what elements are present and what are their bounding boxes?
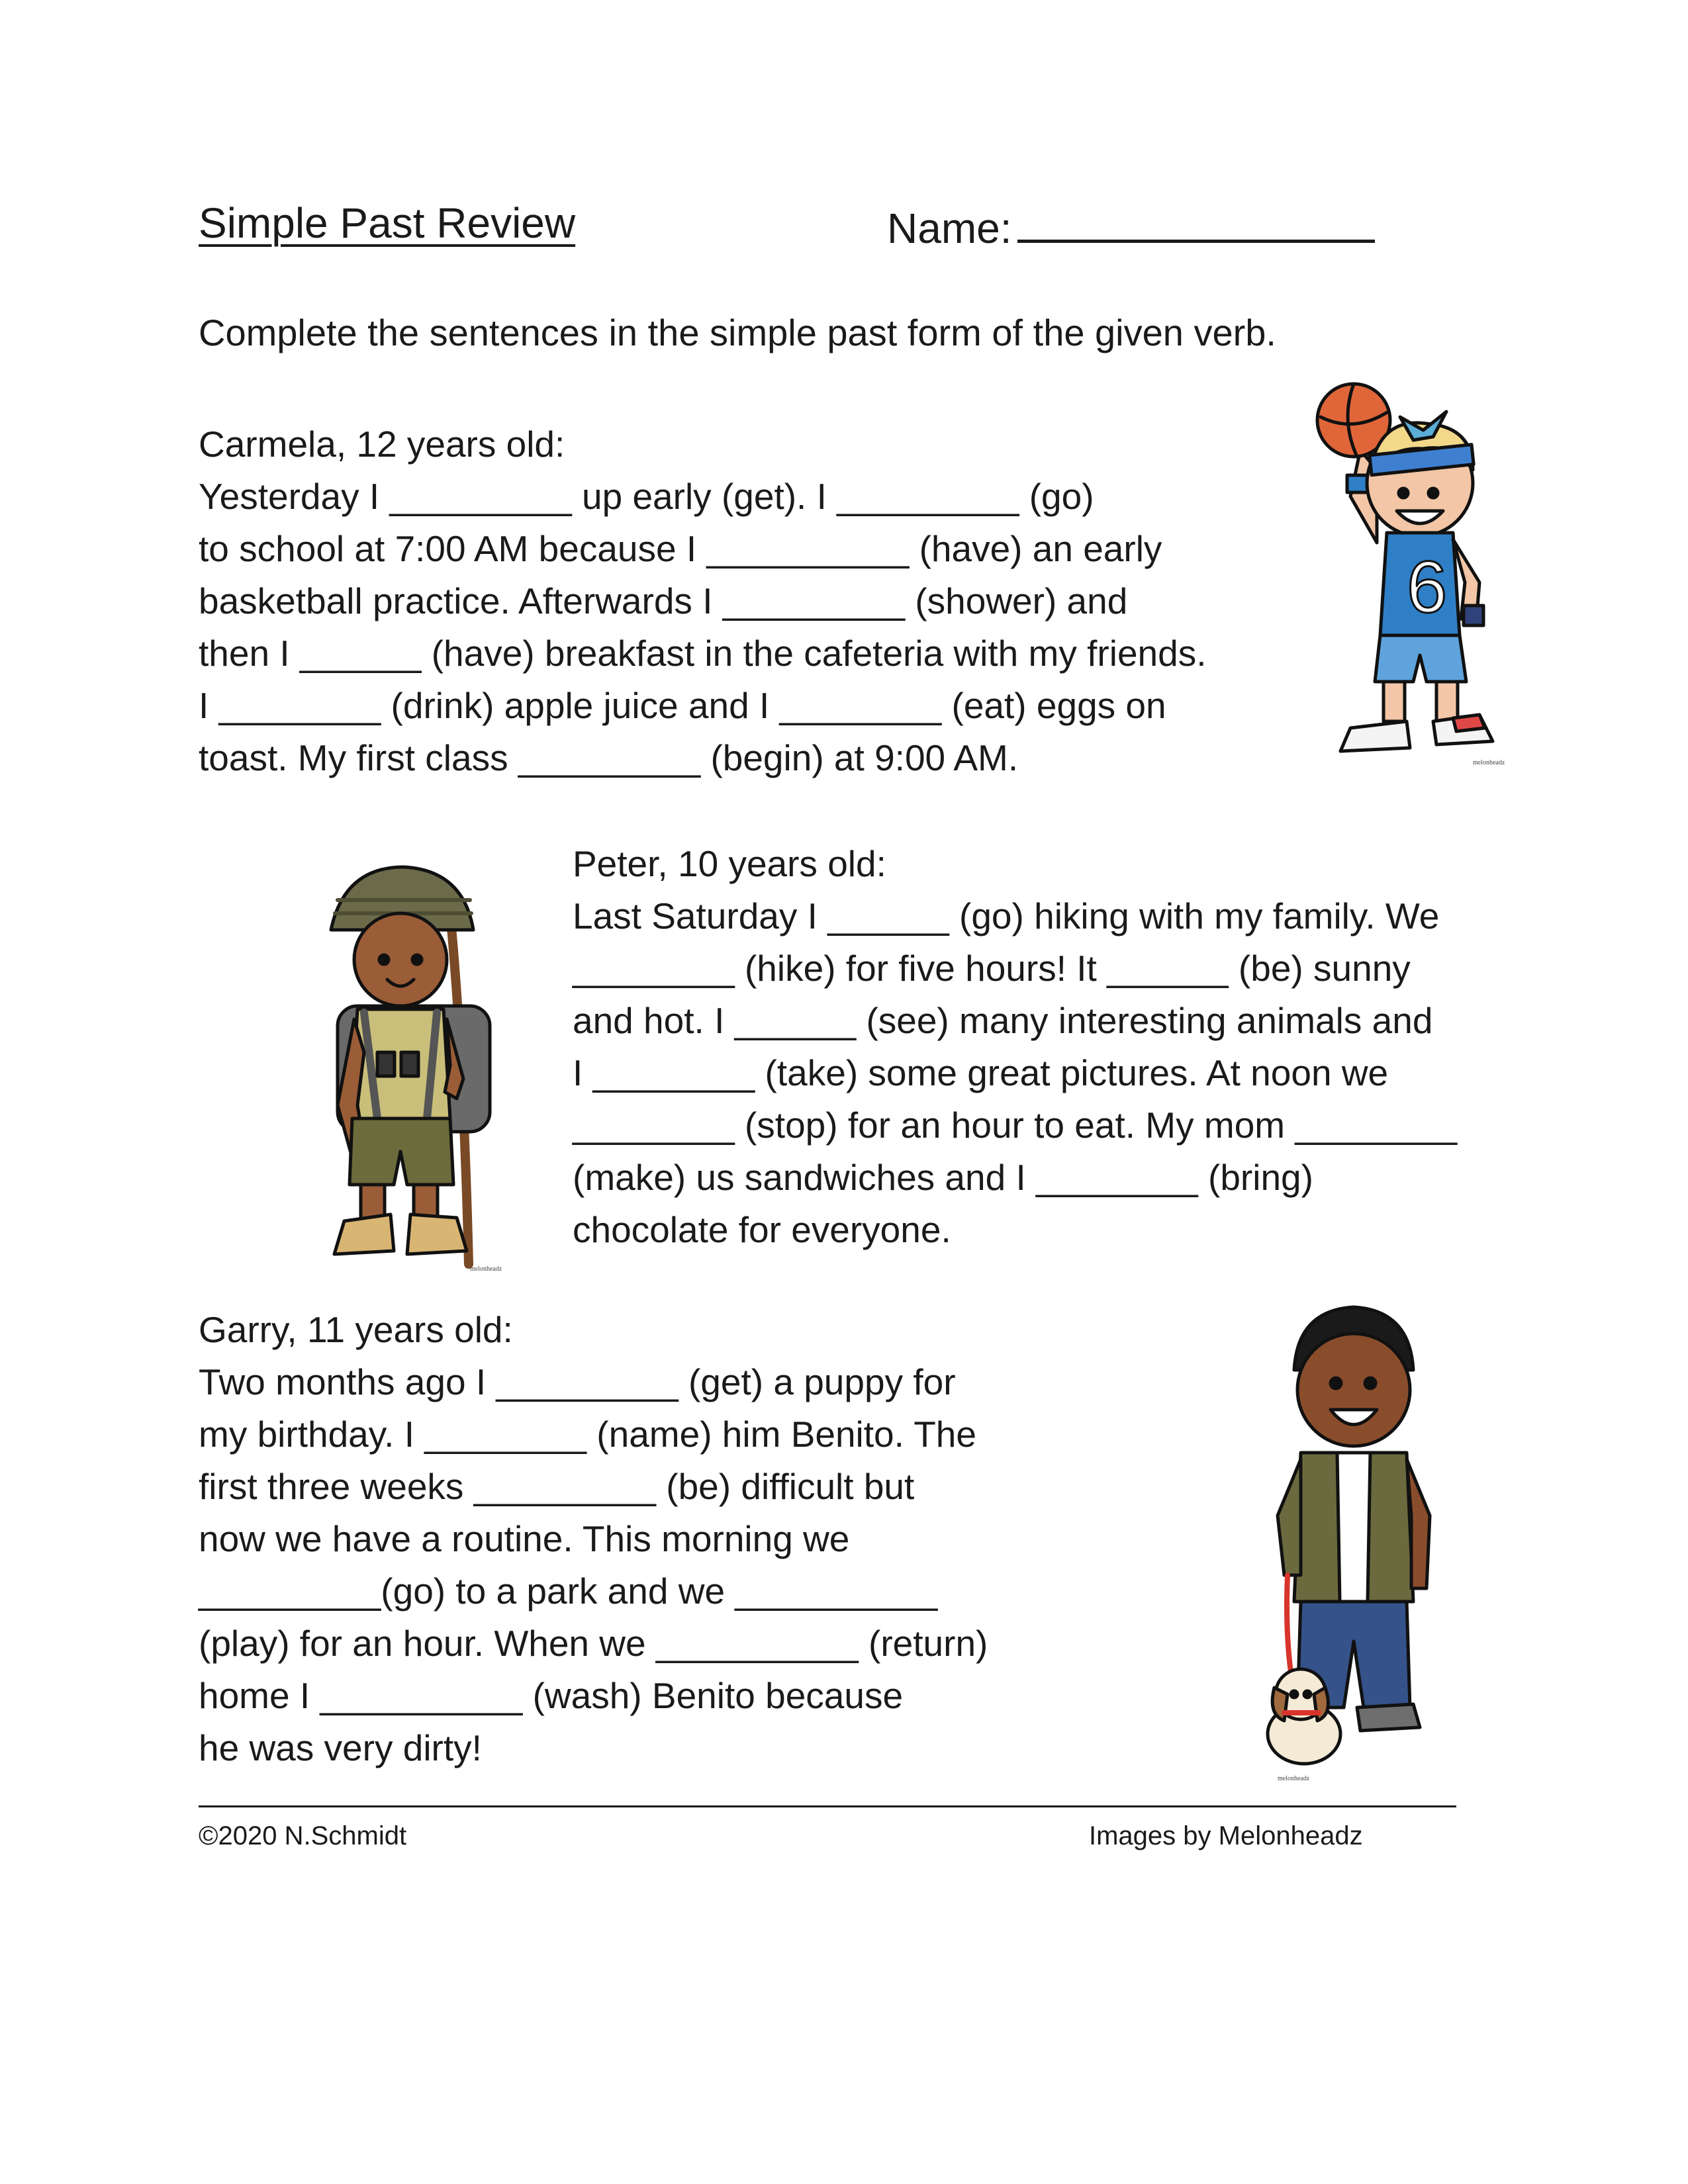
svg-text:6: 6	[1407, 547, 1448, 628]
name-label: Name:	[887, 205, 1012, 252]
exercise-line: I ________ (take) some great pictures. At noon we	[573, 1052, 1389, 1093]
exercise-line: (make) us sandwiches and I ________ (bring)	[573, 1157, 1313, 1198]
section-garry	[199, 1304, 988, 1774]
exercise-line: basketball practice. Afterwards I _________ (shower) and	[199, 580, 1128, 621]
exercise-line: (play) for an hour. When we __________ (return)	[199, 1623, 988, 1664]
basketball-boy-icon	[1314, 371, 1539, 768]
footer-divider	[199, 1805, 1456, 1807]
exercise-line: now we have a routine. This morning we	[199, 1518, 850, 1559]
worksheet-title: Simple Past Review	[199, 199, 576, 247]
exercise-line: ________ (stop) for an hour to eat. My mom ________	[573, 1105, 1458, 1146]
boy-with-puppy-illustration	[1238, 1297, 1463, 1787]
svg-text:melonheadz: melonheadz	[1278, 1775, 1310, 1782]
exercise-line: home I __________ (wash) Benito because	[199, 1675, 904, 1716]
image-credits: Images by Melonheadz	[1089, 1821, 1363, 1850]
exercise-line: to school at 7:00 AM because I __________ (have) an early	[199, 528, 1162, 569]
hiker-boy-icon	[291, 854, 530, 1277]
exercise-line: Yesterday I _________ up early (get). I _________ (go)	[199, 476, 1094, 517]
basketball-boy-illustration	[1314, 371, 1539, 768]
section-heading: Peter, 10 years old:	[573, 843, 886, 884]
exercise-line: first three weeks _________ (be) difficult but	[199, 1466, 915, 1507]
exercise-line: Last Saturday I ______ (go) hiking with my family. We	[573, 895, 1440, 936]
copyright-text: ©2020 N.Schmidt	[199, 1821, 407, 1850]
name-field	[887, 199, 1375, 253]
exercise-line: he was very dirty!	[199, 1727, 482, 1768]
svg-text:melonheadz: melonheadz	[1473, 759, 1505, 766]
section-peter	[573, 838, 1457, 1256]
name-blank[interactable]	[1017, 199, 1375, 243]
boy-with-puppy-icon	[1238, 1297, 1463, 1787]
exercise-line: _________(go) to a park and we __________	[199, 1570, 938, 1612]
section-carmela	[199, 418, 1207, 784]
svg-text:melonheadz: melonheadz	[470, 1265, 502, 1273]
hiker-boy-illustration	[291, 854, 530, 1277]
exercise-line: and hot. I ______ (see) many interesting animals and	[573, 1000, 1433, 1041]
exercise-line: I ________ (drink) apple juice and I ________ (eat) eggs on	[199, 685, 1166, 726]
instructions: Complete the sentences in the simple past form of the given verb.	[199, 312, 1276, 353]
exercise-line: then I ______ (have) breakfast in the cafeteria with my friends.	[199, 633, 1207, 674]
exercise-line: my birthday. I ________ (name) him Benito. The	[199, 1414, 976, 1455]
exercise-line: chocolate for everyone.	[573, 1209, 951, 1250]
section-heading: Carmela, 12 years old:	[199, 424, 565, 465]
section-heading: Garry, 11 years old:	[199, 1309, 513, 1350]
exercise-line: ________ (hike) for five hours! It ______ (be) sunny	[573, 948, 1411, 989]
exercise-line: toast. My first class _________ (begin) at 9:00 AM.	[199, 737, 1019, 778]
exercise-line: Two months ago I _________ (get) a puppy for	[199, 1361, 956, 1402]
